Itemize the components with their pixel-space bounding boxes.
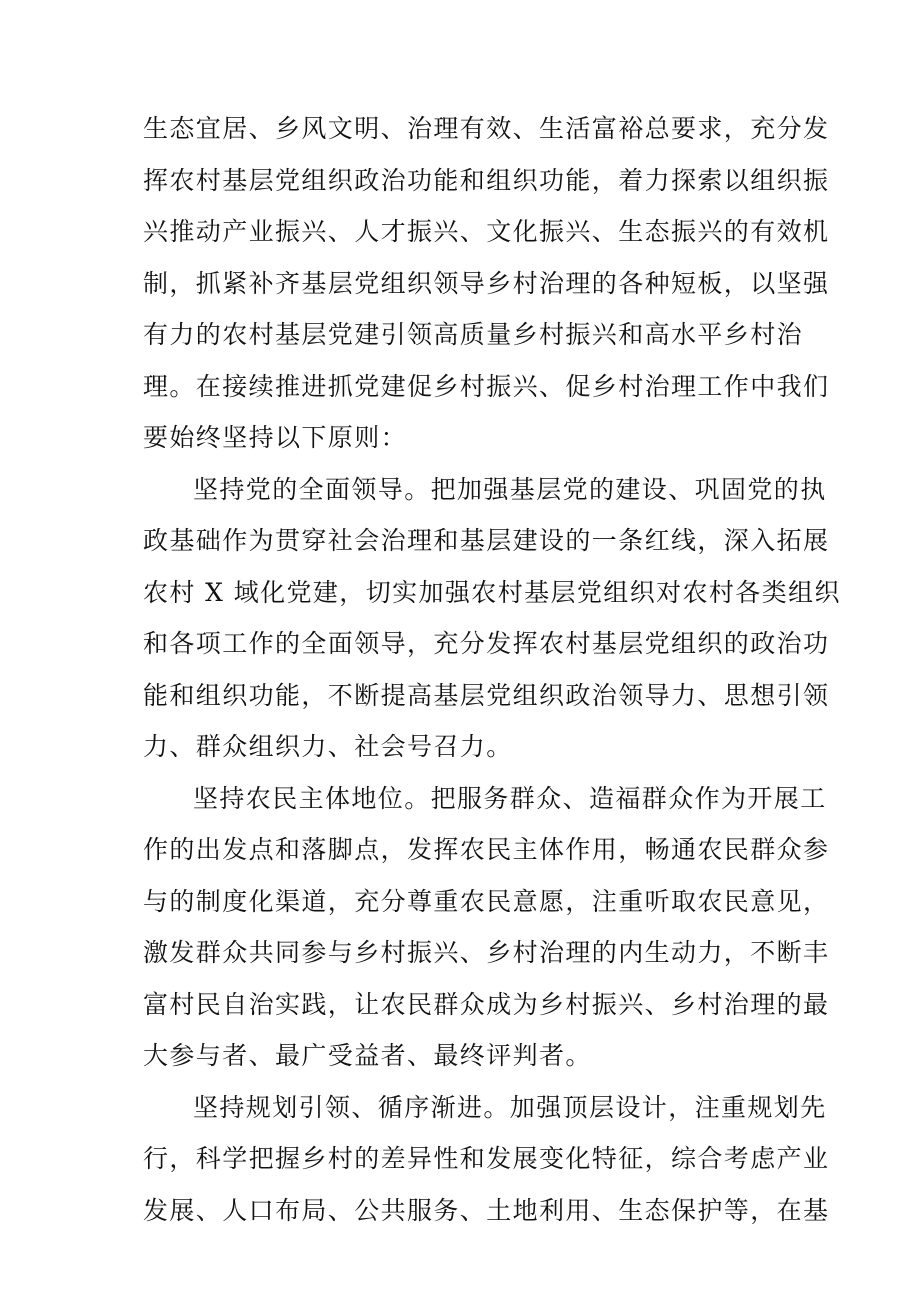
text-line: 兴推动产业振兴、人才振兴、文化振兴、生态振兴的有效机	[143, 217, 830, 246]
text-line: 发展、人口布局、公共服务、土地利用、生态保护等，在基	[143, 1195, 830, 1225]
text-line: 挥农村基层党组织政治功能和组织功能，着力探索以组织振	[143, 165, 830, 195]
text-line: 坚持农民主体地位。把服务群众、造福群众作为开展工	[193, 783, 827, 813]
text-line: 力、群众组织力、社会号召力。	[143, 732, 513, 761]
text-line: 农村 X 域化党建，切实加强农村基层党组织对农村各类组织	[143, 577, 841, 607]
text-line: 坚持规划引领、循序渐进。加强顶层设计，注重规划先	[193, 1092, 827, 1122]
text-line: 与的制度化渠道，充分尊重农民意愿，注重听取农民意见，	[143, 886, 830, 916]
text-line: 作的出发点和落脚点，发挥农民主体作用，畅通农民群众参	[143, 835, 830, 864]
text-line: 和各项工作的全面领导，充分发挥农村基层党组织的政治功	[143, 629, 830, 658]
paragraph-2	[143, 464, 841, 773]
text-line: 政基础作为贯穿社会治理和基层建设的一条红线，深入拓展	[143, 526, 830, 555]
document-body	[143, 103, 841, 1236]
text-line: 行，科学把握乡村的差异性和发展变化特征，综合考虑产业	[143, 1144, 830, 1173]
paragraph-1	[143, 103, 830, 464]
paragraph-3	[143, 773, 830, 1082]
text-line: 激发群众共同参与乡村振兴、乡村治理的内生动力，不断丰	[143, 938, 830, 967]
text-line: 要始终坚持以下原则：	[143, 423, 408, 452]
paragraph-4	[143, 1082, 830, 1237]
text-line: 生态宜居、乡风文明、治理有效、生活富裕总要求，充分发	[143, 114, 830, 143]
text-line: 有力的农村基层党建引领高质量乡村振兴和高水平乡村治	[143, 320, 804, 349]
text-line: 制，抓紧补齐基层党组织领导乡村治理的各种短板，以坚强	[143, 268, 830, 298]
text-line: 能和组织功能，不断提高基层党组织政治领导力、思想引领	[143, 680, 830, 710]
text-line: 大参与者、最广受益者、最终评判者。	[143, 1041, 592, 1070]
text-line: 富村民自治实践，让农民群众成为乡村振兴、乡村治理的最	[143, 989, 830, 1019]
text-line: 坚持党的全面领导。把加强基层党的建设、巩固党的执	[193, 474, 827, 504]
text-line: 理。在接续推进抓党建促乡村振兴、促乡村治理工作中我们	[143, 371, 830, 401]
